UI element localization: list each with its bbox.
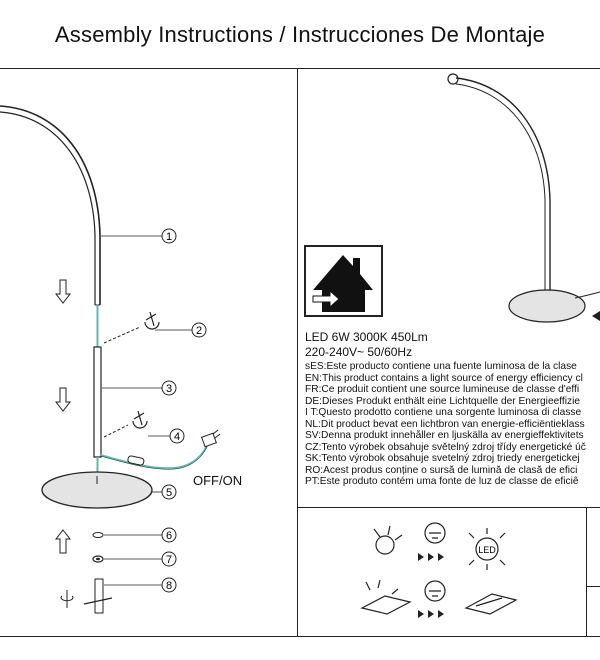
technician-icon-2 xyxy=(425,581,445,601)
arrow-indicator xyxy=(592,311,600,321)
bolt xyxy=(95,579,103,613)
assembled-arc xyxy=(456,78,550,290)
power-cable xyxy=(100,443,208,468)
energy-statement-es: sES:Este producto contiene una fuente luminosa de la clase xyxy=(305,361,577,372)
callout-label-5: 5 xyxy=(165,487,173,499)
callout-label-1: 1 xyxy=(165,231,173,243)
callout-label-8: 8 xyxy=(165,580,173,592)
assembled-base xyxy=(509,290,585,322)
driver-icon-broken xyxy=(362,580,410,614)
up-arrow xyxy=(56,530,70,553)
middle-tube xyxy=(94,347,101,457)
screw-2 xyxy=(104,327,140,343)
spec-line-2: 220-240V~ 50/60Hz xyxy=(305,345,413,359)
screw-4 xyxy=(104,425,128,437)
arrow-1c xyxy=(438,553,444,561)
spec-line-1: LED 6W 3000K 450Lm xyxy=(305,330,428,344)
energy-statement-it: I T:Questo prodotto contiene una sorgente luminosa di classe xyxy=(305,407,582,419)
energy-statement-pt: PT:Este produto contém uma fonte de luz de classe de eficiê xyxy=(305,476,579,488)
callout-label-3: 3 xyxy=(165,383,173,395)
washer xyxy=(93,533,103,538)
callout-label-2: 2 xyxy=(195,325,203,337)
arrow-2a xyxy=(418,610,424,618)
plug xyxy=(202,433,217,447)
screwdriver-icon-4 xyxy=(133,411,147,428)
energy-statement-ro: RO:Acest produs conține o sursă de lumină de clasă de efici xyxy=(305,464,578,476)
callout-label-4: 4 xyxy=(173,431,181,443)
energy-statement-sk: SK:Tento výrobok obsahuje svetelný zdroj triedy energetickej xyxy=(305,453,580,465)
energy-statement-nl: NL:Dit product bevat een lichtbron van energie-efficiëntieklass xyxy=(305,418,585,430)
lamp-arc-inner xyxy=(0,112,95,305)
driver-icon xyxy=(466,594,516,614)
bulb-icon-broken xyxy=(374,526,402,554)
inline-switch xyxy=(127,455,144,465)
lamp-arc xyxy=(0,106,100,305)
callout-label-6: 6 xyxy=(165,530,173,542)
lamp-head xyxy=(448,74,458,84)
energy-statement-list xyxy=(305,361,600,488)
led-badge: LED xyxy=(478,545,496,555)
energy-statement-de: DE:Dieses Produkt enthält eine Lichtquelle der Energieeffizie xyxy=(305,395,581,407)
technician-icon-1 xyxy=(425,523,445,543)
energy-statement-en: EN:This product contains a light source of energy efficiency cl xyxy=(305,372,583,384)
callout-label-7: 7 xyxy=(165,554,173,566)
page-title: Assembly Instructions / Instrucciones De Montaje xyxy=(54,22,546,47)
arrow-2b xyxy=(428,610,434,618)
down-arrow-2 xyxy=(56,388,70,411)
energy-statement-fr: FR:Ce produit contient une source lumineuse de classe d'effi xyxy=(305,384,580,396)
switch-label: OFF/ON xyxy=(193,473,243,488)
energy-statement-sv: SV:Denna produkt innehåller en ljuskälla av energieffektivitets xyxy=(305,430,584,442)
screwdriver-icon-2 xyxy=(145,312,159,329)
energy-statement-cz: CZ:Tento výrobek obsahuje světelný zdroj třídy energetické úč xyxy=(305,441,586,453)
arrow-2c xyxy=(438,610,444,618)
arrow-1a xyxy=(418,553,424,561)
down-arrow-1 xyxy=(56,280,70,303)
arrow-1b xyxy=(428,553,434,561)
